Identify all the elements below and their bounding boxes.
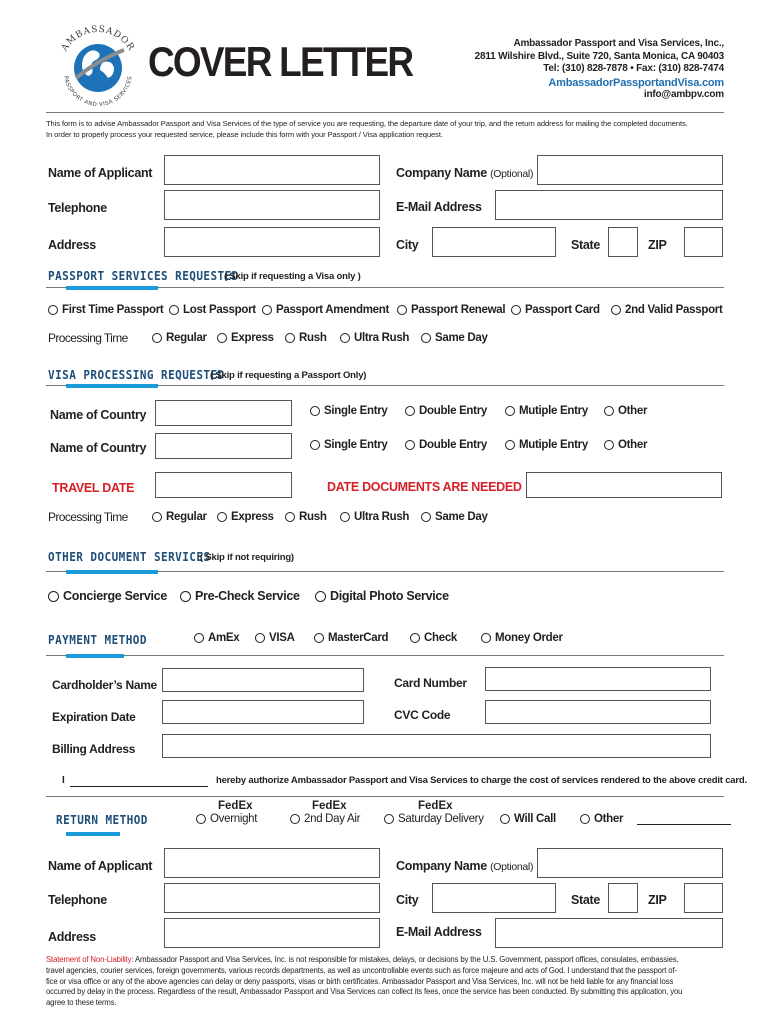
passport-proc-ultra-rush[interactable]: Ultra Rush — [340, 332, 409, 344]
return-other-line[interactable] — [637, 824, 731, 825]
return-name-field[interactable] — [164, 848, 380, 878]
radio-circle-icon — [169, 305, 179, 315]
label-cardholder: Cardholder’s Name — [52, 678, 157, 692]
other-hint: ( Skip if not requiring) — [200, 552, 294, 563]
radio-circle-icon — [405, 440, 415, 450]
city-field[interactable] — [432, 227, 556, 257]
label-date-needed: DATE DOCUMENTS ARE NEEDED — [327, 480, 522, 494]
radio-circle-icon — [410, 633, 420, 643]
logo — [52, 22, 144, 114]
opt-passport-renewal[interactable]: Passport Renewal — [397, 304, 505, 316]
radio-circle-icon — [500, 814, 510, 824]
radio-circle-icon — [397, 305, 407, 315]
return-address-field[interactable] — [164, 918, 380, 948]
label-name-of-applicant: Name of Applicant — [48, 166, 153, 180]
company-email[interactable]: info@ambpv.com — [643, 89, 724, 100]
section-other-title: OTHER DOCUMENT SERVICES — [48, 549, 211, 564]
expiration-field[interactable] — [162, 700, 364, 724]
cvc-field[interactable] — [485, 700, 711, 724]
visa-proc-same-day[interactable]: Same Day — [421, 511, 488, 523]
radio-circle-icon — [180, 591, 191, 602]
passport-processing-label: Processing Time — [48, 331, 128, 345]
label-return-address: Address — [48, 930, 96, 944]
opt-digital-photo-service[interactable]: Digital Photo Service — [315, 589, 449, 603]
return-fedex-saturday[interactable]: Saturday Delivery — [384, 813, 484, 825]
radio-circle-icon — [511, 305, 521, 315]
return-will-call[interactable]: Will Call — [500, 813, 556, 825]
statement-label: Statement of Non-Liability: — [46, 955, 134, 964]
return-state-field[interactable] — [608, 883, 638, 913]
return-company-field[interactable] — [537, 848, 723, 878]
company-website[interactable]: AmbassadorPassportandVisa.com — [548, 76, 724, 89]
visa-proc-rush[interactable]: Rush — [285, 511, 327, 523]
label-return-zip: ZIP — [648, 893, 667, 907]
radio-circle-icon — [48, 305, 58, 315]
radio-circle-icon — [255, 633, 265, 643]
radio-circle-icon — [405, 406, 415, 416]
fedex-2nd-day-label: FedEx — [312, 800, 347, 812]
return-divider — [46, 796, 724, 797]
label-return-telephone: Telephone — [48, 893, 107, 907]
radio-circle-icon — [604, 440, 614, 450]
radio-circle-icon — [580, 814, 590, 824]
label-return-name: Name of Applicant — [48, 859, 153, 873]
opt-passport-amendment[interactable]: Passport Amendment — [262, 304, 389, 316]
fedex-saturday-label: FedEx — [418, 800, 453, 812]
pay-amex[interactable]: AmEx — [194, 632, 239, 644]
label-email: E-Mail Address — [396, 200, 482, 214]
return-city-field[interactable] — [432, 883, 556, 913]
company-name: Ambassador Passport and Visa Services, Inc., — [513, 38, 724, 49]
company-name-field[interactable] — [537, 155, 723, 185]
radio-circle-icon — [152, 512, 162, 522]
passport-proc-express[interactable]: Express — [217, 332, 274, 344]
svg-text:AMBASSADOR: AMBASSADOR — [59, 24, 137, 54]
header-divider — [46, 112, 724, 113]
radio-circle-icon — [340, 512, 350, 522]
radio-circle-icon — [505, 406, 515, 416]
cardholder-field[interactable] — [162, 668, 364, 692]
radio-circle-icon — [262, 305, 272, 315]
visa2-double-entry[interactable]: Double Entry — [405, 439, 487, 451]
other-accent-bar — [66, 570, 158, 574]
opt-passport-card[interactable]: Passport Card — [511, 304, 600, 316]
return-email-field[interactable] — [495, 918, 723, 948]
opt-lost-passport[interactable]: Lost Passport — [169, 304, 256, 316]
passport-hint: ( Skip if requesting a Visa only ) — [224, 271, 361, 282]
radio-circle-icon — [217, 512, 227, 522]
label-state: State — [571, 238, 601, 252]
return-zip-field[interactable] — [684, 883, 723, 913]
address-field[interactable] — [164, 227, 380, 257]
radio-circle-icon — [421, 333, 431, 343]
radio-circle-icon — [611, 305, 621, 315]
pay-check[interactable]: Check — [410, 632, 457, 644]
company-phones: Tel: (310) 828-7878 • Fax: (310) 828-7474 — [543, 63, 724, 74]
authorize-signature-line[interactable] — [70, 786, 208, 787]
passport-proc-rush[interactable]: Rush — [285, 332, 327, 344]
radio-circle-icon — [384, 814, 394, 824]
country-1-field[interactable] — [155, 400, 292, 426]
radio-circle-icon — [310, 440, 320, 450]
section-visa-title: VISA PROCESSING REQUESTED — [48, 367, 225, 382]
opt-first-time-passport[interactable]: First Time Passport — [48, 304, 163, 316]
radio-circle-icon — [285, 333, 295, 343]
radio-circle-icon — [481, 633, 491, 643]
company-info — [475, 38, 724, 102]
visa-hint: ( Skip if requesting a Passport Only) — [210, 370, 367, 381]
radio-circle-icon — [310, 406, 320, 416]
return-other[interactable]: Other — [580, 813, 623, 825]
radio-circle-icon — [152, 333, 162, 343]
radio-circle-icon — [604, 406, 614, 416]
section-return-title: RETURN METHOD — [56, 812, 148, 827]
authorize-i: I — [62, 775, 65, 786]
label-telephone: Telephone — [48, 201, 107, 215]
visa1-other[interactable]: Other — [604, 405, 647, 417]
radio-circle-icon — [315, 591, 326, 602]
intro-text: This form is to advise Ambassador Passport and Visa Services of the type of service you are requesting, the departure date of your trip, and the return address for mailing the completed documents. In order to properly process your requested service, please include this form with your Passport / Visa application request. — [46, 119, 688, 139]
visa-accent-bar — [66, 384, 158, 388]
return-fedex-overnight[interactable]: Overnight — [196, 813, 257, 825]
visa1-single-entry[interactable]: Single Entry — [310, 405, 388, 417]
opt-pre-check-service[interactable]: Pre-Check Service — [180, 589, 300, 603]
label-expiration: Expiration Date — [52, 710, 136, 724]
opt-2nd-valid-passport[interactable]: 2nd Valid Passport — [611, 304, 723, 316]
page-title: COVER LETTER — [148, 38, 413, 85]
visa2-single-entry[interactable]: Single Entry — [310, 439, 388, 451]
label-card-number: Card Number — [394, 676, 467, 690]
radio-circle-icon — [217, 333, 227, 343]
non-liability-statement: Statement of Non-Liability: Ambassador Passport and Visa Services, Inc. is not responsible for mistakes, delays, or decisions by the U.S. Government, passport offices, consulates, embassies, travel agencies, courier services, foreign governments, various records departments, as well as uncontrollable events such as force majeure and acts of God. I understand that the passport of- fice or visa office or any of the above agencies can delay or deny passports, visas or birth certificates. Ambassador Passport and Visa Services, Inc. will not be held liable for any financial loss occurred by delay in the process. Regardless of the result, Ambassador Passport and Visa Services can collect its fees, once the service has been conducted. By submitting this application, you agree to these terms. — [46, 955, 683, 1008]
visa-proc-ultra-rush[interactable]: Ultra Rush — [340, 511, 409, 523]
opt-concierge-service[interactable]: Concierge Service — [48, 589, 167, 603]
country-2-field[interactable] — [155, 433, 292, 459]
radio-circle-icon — [340, 333, 350, 343]
radio-circle-icon — [285, 512, 295, 522]
visa2-multiple-entry[interactable]: Mutiple Entry — [505, 439, 588, 451]
label-city: City — [396, 238, 419, 252]
label-company-name: Company Name (Optional) — [396, 166, 534, 180]
label-cvc: CVC Code — [394, 708, 451, 722]
travel-date-field[interactable] — [155, 472, 292, 498]
visa-processing-label: Processing Time — [48, 510, 128, 524]
visa1-multiple-entry[interactable]: Mutiple Entry — [505, 405, 588, 417]
fedex-overnight-label: FedEx — [218, 800, 253, 812]
card-number-field[interactable] — [485, 667, 711, 691]
radio-circle-icon — [196, 814, 206, 824]
label-billing-address: Billing Address — [52, 742, 136, 756]
visa1-double-entry[interactable]: Double Entry — [405, 405, 487, 417]
section-passport-title: PASSPORT SERVICES REQUESTED — [48, 268, 239, 283]
label-return-company: Company Name (Optional) — [396, 859, 534, 873]
label-return-state: State — [571, 893, 601, 907]
payment-accent-bar — [66, 654, 124, 658]
telephone-field[interactable] — [164, 190, 380, 220]
name-of-applicant-field[interactable] — [164, 155, 380, 185]
label-country-1: Name of Country — [50, 408, 147, 422]
pay-mastercard[interactable]: MasterCard — [314, 632, 388, 644]
date-needed-field[interactable] — [526, 472, 722, 498]
globe-logo-icon — [52, 22, 144, 114]
billing-address-field[interactable] — [162, 734, 711, 758]
visa-proc-regular[interactable]: Regular — [152, 511, 207, 523]
pay-money-order[interactable]: Money Order — [481, 632, 563, 644]
radio-circle-icon — [48, 591, 59, 602]
email-field[interactable] — [495, 190, 723, 220]
radio-circle-icon — [290, 814, 300, 824]
radio-circle-icon — [421, 512, 431, 522]
return-fedex-2nd-day[interactable]: 2nd Day Air — [290, 813, 360, 825]
return-telephone-field[interactable] — [164, 883, 380, 913]
authorize-text: hereby authorize Ambassador Passport and Visa Services to charge the cost of services rendered to the above credit card. — [216, 775, 747, 786]
radio-circle-icon — [505, 440, 515, 450]
label-zip: ZIP — [648, 238, 667, 252]
label-return-city: City — [396, 893, 419, 907]
visa2-other[interactable]: Other — [604, 439, 647, 451]
visa-proc-express[interactable]: Express — [217, 511, 274, 523]
radio-circle-icon — [314, 633, 324, 643]
section-payment-title: PAYMENT METHOD — [48, 632, 147, 647]
passport-proc-regular[interactable]: Regular — [152, 332, 207, 344]
label-travel-date: TRAVEL DATE — [52, 481, 135, 495]
payment-divider — [46, 655, 724, 656]
pay-visa[interactable]: VISA — [255, 632, 295, 644]
passport-proc-same-day[interactable]: Same Day — [421, 332, 488, 344]
radio-circle-icon — [194, 633, 204, 643]
passport-accent-bar — [66, 286, 158, 290]
state-field[interactable] — [608, 227, 638, 257]
return-accent-bar — [66, 832, 120, 836]
zip-field[interactable] — [684, 227, 723, 257]
label-address: Address — [48, 238, 96, 252]
company-address: 2811 Wilshire Blvd., Suite 720, Santa Monica, CA 90403 — [474, 50, 724, 62]
label-country-2: Name of Country — [50, 441, 147, 455]
label-return-email: E-Mail Address — [396, 925, 482, 939]
svg-text:PASSPORT AND VISA SERVICES: PASSPORT AND VISA SERVICES — [62, 75, 134, 109]
